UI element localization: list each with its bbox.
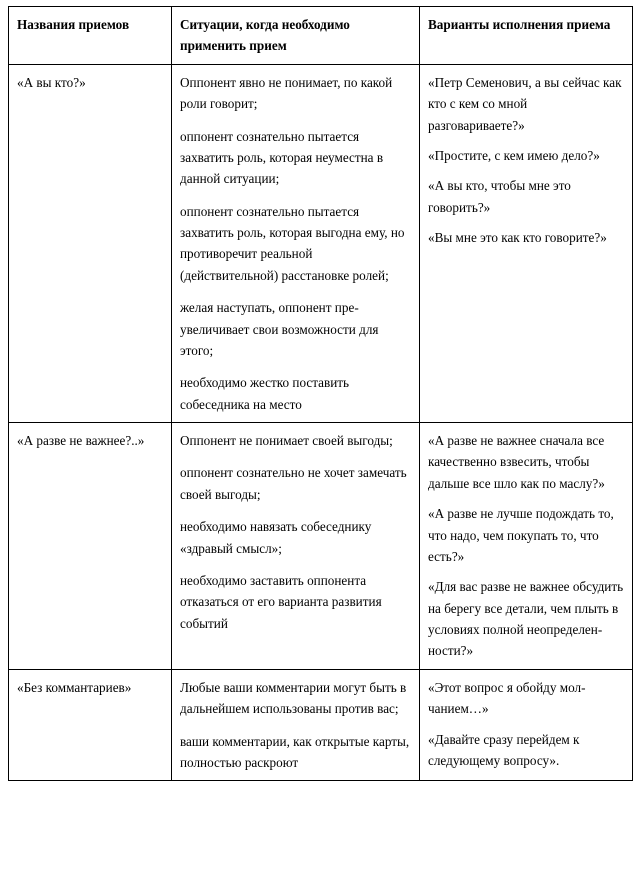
variants-list [428, 677, 625, 772]
list-item: оппонент сознательно пытается захватить роль, которая выгодна ему, но противоречит реальной (действительной) расстановке ролей; [180, 203, 405, 283]
list-item: «А разве не лучше подождать то, что надо, чем покупать то, что есть?» [428, 506, 614, 564]
column-header-name: Названия приемов [9, 7, 172, 65]
table-row [9, 669, 633, 781]
list-item: необходимо заставить оппонента отказаться от его варианта развития событий [180, 572, 382, 631]
technique-name-cell [9, 64, 172, 422]
table-row [9, 64, 633, 422]
list-item: Любые ваши комментарии могут быть в дальнейшем использованы против вас; [180, 679, 407, 717]
list-item: «Петр Семенович, а вы сейчас как кто с кем со мной разговариваете?» [428, 74, 622, 133]
technique-situations-cell [172, 64, 420, 422]
list-item: «А вы кто, чтобы мне это говорить?» [428, 178, 571, 215]
list-item: Оппонент не понимает своей выгоды; [180, 433, 393, 448]
list-item: «А разве не важнее сначала все качественно взвесить, чтобы дальше все шло как по маслу?» [428, 433, 605, 491]
technique-variants-cell [420, 64, 633, 422]
column-header-situations: Ситуации, когда необходимо применить прием [172, 7, 420, 65]
variants-list [428, 430, 625, 662]
technique-variants-cell [420, 423, 633, 670]
technique-variants-cell [420, 669, 633, 781]
list-item: Оппонент явно не понимает, по какой роли говорит; [180, 74, 393, 112]
list-item: необходимо жестко поставить собеседника на место [180, 375, 350, 412]
technique-name: «А разве не важнее?..» [17, 433, 145, 448]
list-item: желая наступать, оппонент преувеличивает свои возможности для этого; [180, 300, 379, 358]
list-item: «Простите, с кем имею дело?» [428, 147, 600, 163]
list-item: необходимо навязать собеседнику «здравый смысл»; [180, 519, 372, 556]
table-header-row [9, 7, 633, 65]
technique-name-cell [9, 423, 172, 670]
techniques-table [8, 6, 633, 781]
technique-name-cell [9, 669, 172, 781]
list-item: ваши комментарии, как открытые карты, полностью раскроют [180, 733, 410, 770]
technique-name: «Без коммантариев» [17, 679, 132, 695]
list-item: «Вы мне это как кто говорите?» [428, 230, 607, 245]
variants-list [428, 72, 625, 249]
list-item: «Давайте сразу перейдем к следующему вопросу». [428, 731, 580, 768]
situations-list [180, 677, 412, 774]
column-header-variants: Варианты исполнения приема [420, 7, 633, 65]
situations-list [180, 72, 412, 415]
list-item: «Этот вопрос я обойду молчанием…» [428, 679, 586, 717]
table-row [9, 423, 633, 670]
list-item: оппонент сознательно не хочет замечать своей выгоды; [180, 465, 407, 502]
situations-list [180, 430, 412, 634]
list-item: оппонент сознательно пытается захватить роль, которая неуместна в данной ситуации; [180, 128, 384, 187]
technique-situations-cell [172, 669, 420, 781]
technique-situations-cell [172, 423, 420, 670]
technique-name: «А вы кто?» [17, 74, 86, 90]
list-item: «Для вас разве не важнее обсудить на берегу все детали, чем плыть в условиях полной неопределенности?» [428, 579, 624, 659]
